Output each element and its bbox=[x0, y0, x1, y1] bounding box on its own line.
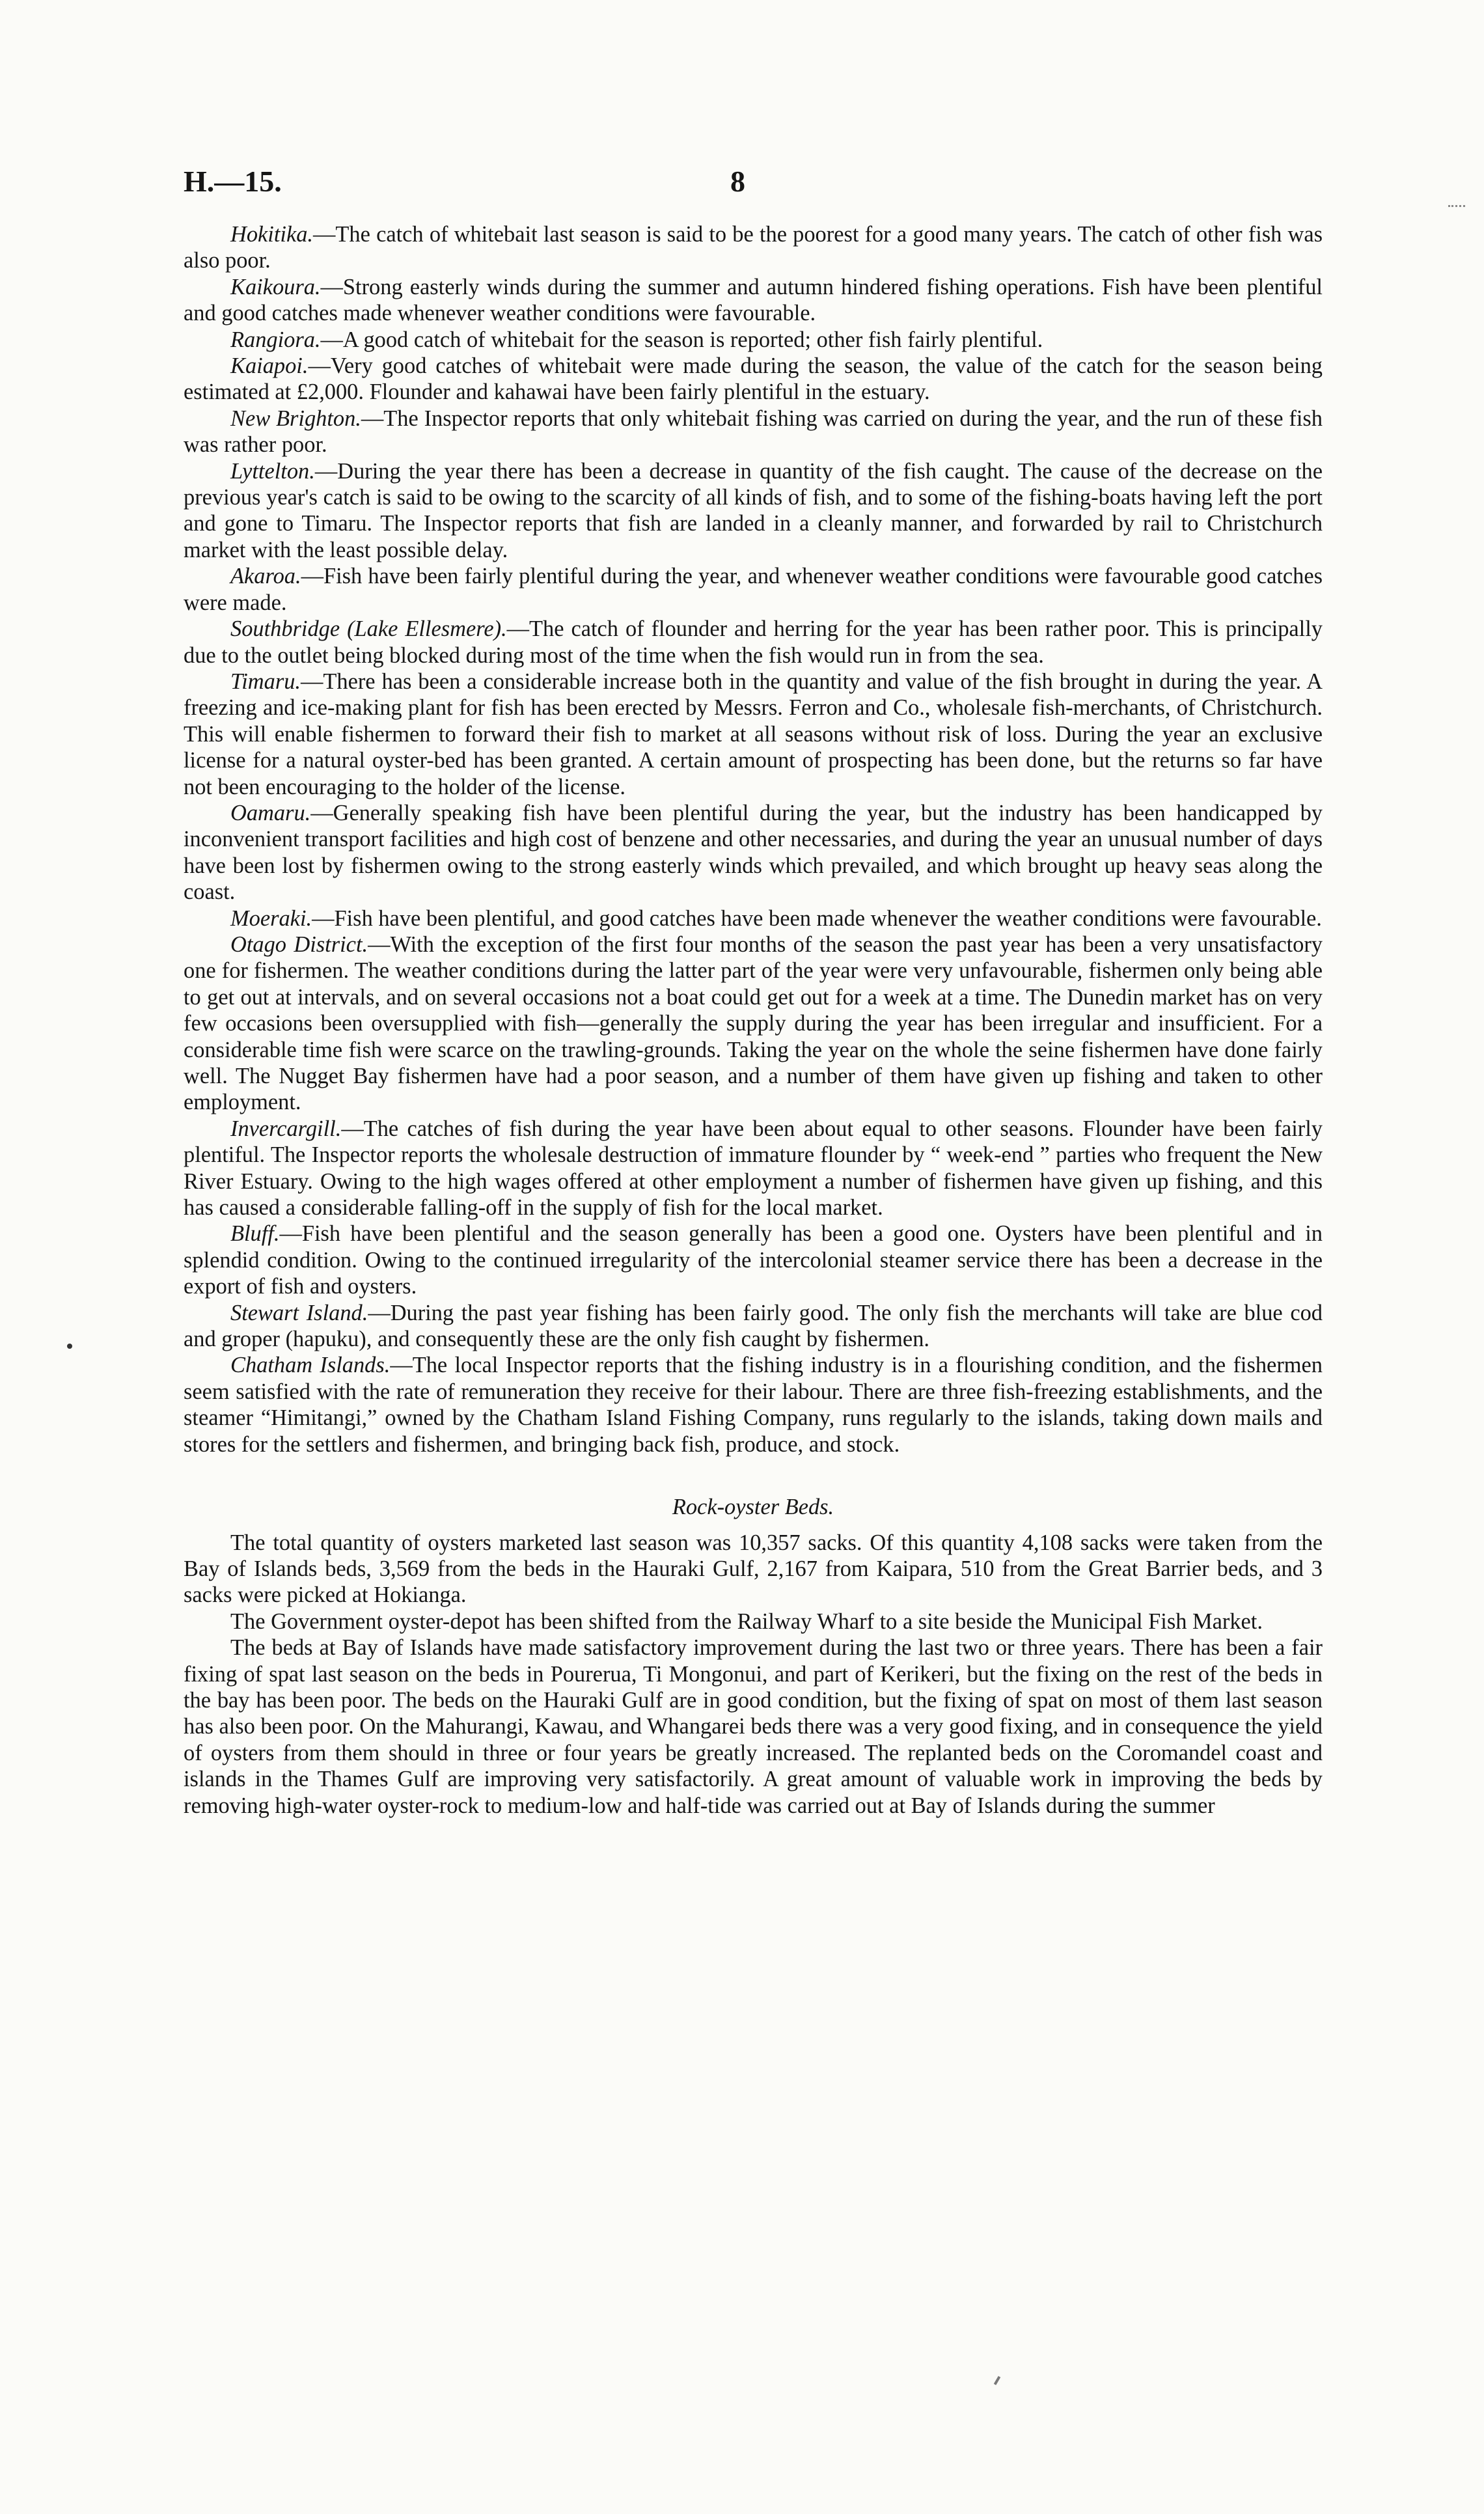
district-name: Chatham Islands. bbox=[230, 1353, 391, 1378]
district-name: Rangiora. bbox=[230, 327, 321, 352]
district-paragraph bbox=[184, 458, 1323, 564]
district-text: —During the year there has been a decrease in quantity of the fish caught. The cause of the decrease on the previous year's catch is said to be owing to the scarcity of all kinds of fish, and to some of the fishing-boats having left the port and gone to Timaru. The Inspector reports that fish are landed in a cleanly manner, and forwarded by rail to Christchurch market with the least possible delay. bbox=[184, 458, 1323, 562]
section-paragraph: The total quantity of oysters marketed last season was 10,357 sacks. Of this quantity 4,108 sacks were taken from the Bay of Islands beds, 3,569 from the beds in the Hauraki Gulf, 2,167 from Kaipara, 510 from the Great Barrier beds, and 3 sacks were picked at Hokianga. bbox=[184, 1530, 1323, 1608]
district-paragraph bbox=[184, 800, 1323, 905]
district-name: Kaikoura. bbox=[230, 274, 321, 299]
report-reference: H.—15. bbox=[184, 165, 282, 198]
district-text: —Strong easterly winds during the summer and autumn hindered fishing operations. Fish have been plentiful and good catches made whenever weather conditions were favourable. bbox=[184, 274, 1323, 326]
district-text: —With the exception of the first four months of the season the past year has been a very unsatisfactory one for fishermen. The weather conditions during the latter part of the year were very unfavourable, fishermen only being able to get out at intervals, and on several occasions not a boat could get out for a week at a time. The Dunedin market has on very few occasions been oversupplied with fish—generally the supply during the year has been irregular and insufficient. For a considerable time fish were scarce on the trawling-grounds. Taking the year on the whole the seine fishermen have done fairly well. The Nugget Bay fishermen have had a poor season, and a number of them have given up fishing and taken to other employment. bbox=[184, 932, 1323, 1115]
district-name: Moeraki. bbox=[230, 905, 312, 931]
district-name: Timaru. bbox=[230, 669, 301, 694]
scan-speck bbox=[1448, 205, 1465, 211]
margin-mark bbox=[67, 1344, 72, 1349]
district-name: New Brighton. bbox=[230, 406, 361, 431]
district-name: Akaroa. bbox=[230, 564, 301, 589]
district-paragraph bbox=[184, 221, 1323, 274]
district-paragraph bbox=[184, 1300, 1323, 1353]
district-text: —Generally speaking fish have been plentiful during the year, but the industry has been handicapped by inconvenient transport facilities and high cost of benzene and other necessaries, and during the year an unusual number of days have been lost by fishermen owing to the strong easterly winds which prevailed, and which brought up heavy seas along the coast. bbox=[184, 800, 1323, 905]
page-number: 8 bbox=[730, 165, 745, 198]
document-body bbox=[184, 221, 1323, 1819]
district-paragraph bbox=[184, 905, 1323, 932]
district-name: Bluff. bbox=[230, 1221, 280, 1247]
district-text: —Fish have been plentiful and the season generally has been a good one. Oysters have been plentiful and in splendid condition. Owing to the continued irregularity of the intercolonial steamer service there has been a decrease in the export of fish and oysters. bbox=[184, 1221, 1323, 1299]
district-paragraph bbox=[184, 616, 1323, 669]
district-name: Hokitika. bbox=[230, 222, 314, 247]
district-paragraph bbox=[184, 932, 1323, 1116]
district-paragraph bbox=[184, 1221, 1323, 1299]
district-text: —The catch of whitebait last season is said to be the poorest for a good many years. The catch of other fish was also poor. bbox=[184, 222, 1323, 273]
district-name: Invercargill. bbox=[230, 1116, 342, 1141]
district-name: Stewart Island. bbox=[230, 1300, 368, 1325]
district-paragraph bbox=[184, 274, 1323, 327]
district-name: Otago District. bbox=[230, 932, 368, 957]
district-paragraph bbox=[184, 327, 1323, 353]
district-text: —During the past year fishing has been fairly good. The only fish the merchants will take are blue cod and groper (hapuku), and consequently these are the only fish caught by fishermen. bbox=[184, 1300, 1323, 1352]
section-paragraph: The Government oyster-depot has been shifted from the Railway Wharf to a site beside the Municipal Fish Market. bbox=[230, 1609, 1263, 1634]
district-text: —The local Inspector reports that the fishing industry is in a flourishing condition, and the fishermen seem satisfied with the rate of remuneration they receive for their labour. There are three fish-freezing establishments, and the steamer “Himitangi,” owned by the Chatham Island Fishing Company, runs regularly to the islands, taking down mails and stores for the settlers and fishermen, and bringing back fish, produce, and stock. bbox=[184, 1353, 1323, 1457]
district-paragraph bbox=[184, 406, 1323, 458]
district-paragraph bbox=[184, 353, 1323, 406]
district-name: Kaiapoi. bbox=[230, 353, 309, 379]
scan-speck bbox=[994, 2376, 1000, 2385]
district-name: Lyttelton. bbox=[230, 458, 315, 484]
district-text: —The catch of flounder and herring for the year has been rather poor. This is principally due to the outlet being blocked during most of the time when the fish would run in from the sea. bbox=[184, 616, 1323, 668]
district-paragraph bbox=[184, 563, 1323, 616]
district-text: —Fish have been plentiful, and good catches have been made whenever the weather conditions were favourable. bbox=[312, 905, 1322, 931]
district-text: —A good catch of whitebait for the season is reported; other fish fairly plentiful. bbox=[320, 327, 1043, 352]
district-paragraph bbox=[184, 1116, 1323, 1221]
district-text: —The catches of fish during the year have been about equal to other seasons. Flounder have been fairly plentiful. The Inspector reports the wholesale destruction of immature flounder by “ week-end ” parties who frequent the New River Estuary. Owing to the high wages offered at other employment a number of fishermen have given up fishing, and this has caused a considerable falling-off in the supply of fish for the local market. bbox=[184, 1116, 1323, 1221]
district-paragraph bbox=[184, 1352, 1323, 1457]
section-paragraph: The beds at Bay of Islands have made satisfactory improvement during the last two or three years. There has been a fair fixing of spat last season on the beds in Pourerua, Ti Mongonui, and part of Kerikeri, but the fixing on the rest of the beds in the bay has been poor. The beds on the Hauraki Gulf are in good condition, but the fixing of spat on most of them last season has also been poor. On the Mahurangi, Kawau, and Whangarei beds there was a very good fixing, and in consequence the yield of oysters from them should in three or four years be greatly increased. The replanted beds on the Coromandel coast and islands in the Thames Gulf are improving very satisfactorily. A great amount of valuable work in improving the beds by removing high-water oyster-rock to medium-low and half-tide was carried out at Bay of Islands during the summer bbox=[184, 1635, 1323, 1818]
district-text: —Fish have been fairly plentiful during the year, and whenever weather conditions were favourable good catches were made. bbox=[184, 564, 1323, 615]
section-heading: Rock-oyster Beds. bbox=[672, 1495, 834, 1520]
district-text: —Very good catches of whitebait were made during the season, the value of the catch for the season being estimated at £2,000. Flounder and kahawai have been fairly plentiful in the estuary. bbox=[184, 353, 1323, 405]
district-name: Southbridge (Lake Ellesmere). bbox=[230, 616, 507, 642]
district-text: —There has been a considerable increase both in the quantity and value of the fish brought in during the year. A freezing and ice-making plant for fish has been erected by Messrs. Ferron and Co., wholesale fish-merchants, of Christchurch. This will enable fishermen to forward their fish to market at all seasons without risk of loss. During the year an exclusive license for a natural oyster-bed has been granted. A certain amount of prospecting has been done, but the returns so far have not been encouraging to the holder of the license. bbox=[184, 669, 1323, 799]
district-name: Oamaru. bbox=[230, 800, 311, 825]
district-text: —The Inspector reports that only whitebait fishing was carried on during the year, and the run of these fish was rather poor. bbox=[184, 406, 1323, 458]
district-paragraph bbox=[184, 669, 1323, 800]
page-header bbox=[184, 164, 1323, 210]
